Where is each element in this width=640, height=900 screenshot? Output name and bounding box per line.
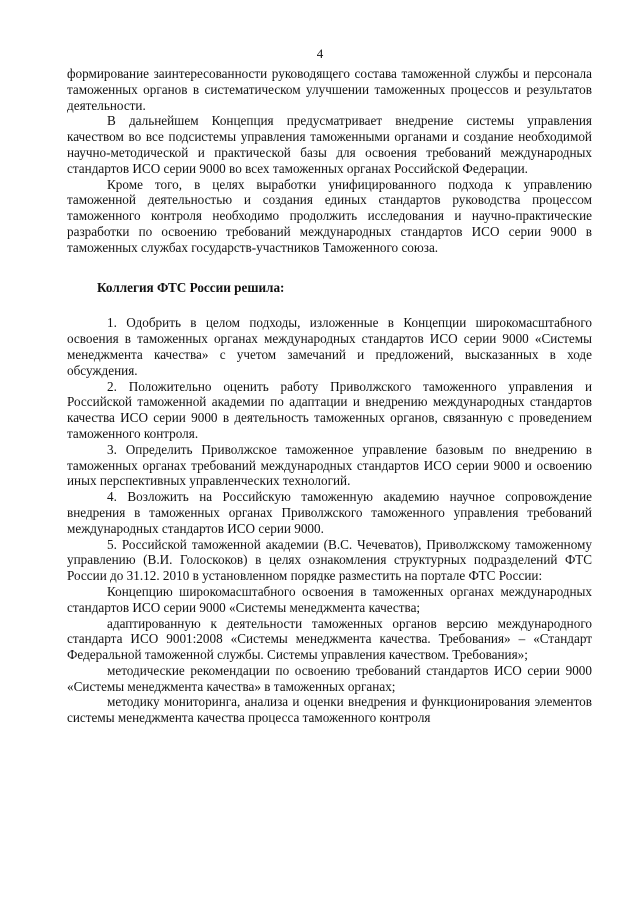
decision-item-4: 4. Возложить на Российскую таможенную академию научное сопровождение внедрения в таможенных органах Приволжского таможенного управления требований международных стандартов ИСО серии 9000. [67, 489, 592, 536]
decision-item-5: 5. Российской таможенной академии (В.С. Чечеватов), Приволжскому таможенному управлению (В.И. Голоскоков) в целях ознакомления структурных подразделений ФТС России до 31.12. 2010 в установленном порядке разместить на портале ФТС России: [67, 536, 592, 584]
decision-heading: Коллегия ФТС России решила: [97, 279, 285, 295]
list-item-methodical-recommendations: методические рекомендации по освоению требований стандартов ИСО серии 9000 «Системы менеджмента качества» в таможенных органах; [67, 662, 592, 694]
list-item-adapted-standard: адаптированную к деятельности таможенных органов версию международного стандарта ИСО 9001:2008 «Системы менеджмента качества. Требования» – «Стандарт Федеральной таможенной службы. Системы управления качеством. Требования»; [67, 615, 592, 663]
list-item-concept: Концепцию широкомасштабного освоения в таможенных органах международных стандартов ИСО серии 9000 «Системы менеджмента качества; [67, 583, 592, 615]
paragraph-continuation: формирование заинтересованности руководящего состава таможенной службы и персонала таможенных органов в систематическом улучшении таможенных процессов и результатов деятельности. [67, 66, 592, 113]
decision-item-2: 2. Положительно оценить работу Приволжского таможенного управления и Российской таможенной академии по адаптации и внедрению международных стандартов качества ИСО серии 9000 в деятельность таможенных органов, связанную с проведением таможенного контроля. [67, 378, 592, 441]
paragraph-unified-approach: Кроме того, в целях выработки унифицированного подхода к управлению таможенной деятельностью и создания единых стандартов руководства процессом таможенного контроля необходимо продолжить исследования и научно-практические разработки по освоению требований международных стандартов ИСО серии 9000 в таможенных службах государств-участников Таможенного союза. [67, 176, 592, 255]
decision-item-1: 1. Одобрить в целом подходы, изложенные в Концепции широкомасштабного освоения в таможенных органах международных стандартов ИСО серии 9000 «Системы менеджмента качества» с учетом замечаний и предложений, высказанных в ходе обсуждения. [67, 315, 592, 378]
paragraph-concept-implementation: В дальнейшем Концепция предусматривает внедрение системы управления качеством во все подсистемы управления таможенными органами и создание необходимой научно-методической и практической базы для освоения требований международных стандартов ИСО серии 9000 во всех таможенных органах Российской Федерации. [67, 113, 592, 176]
list-item-monitoring-methodology: методику мониторинга, анализа и оценки внедрения и функционирования элементов системы менеджмента качества процесса таможенного контроля [67, 694, 592, 726]
document-body [67, 66, 592, 726]
decision-item-3: 3. Определить Приволжское таможенное управление базовым по внедрению в таможенных органах требований международных стандартов ИСО серии 9000 и освоению иных перспективных управленческих технологий. [67, 441, 592, 489]
page-number: 4 [316, 46, 324, 61]
